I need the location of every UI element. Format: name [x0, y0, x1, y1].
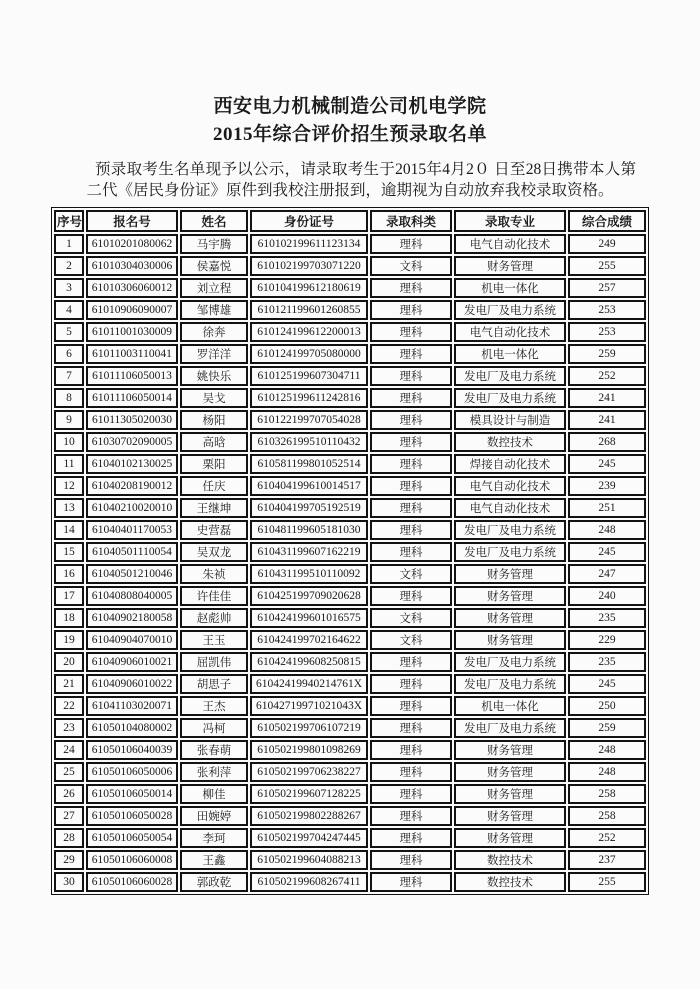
- cell-score: 245: [568, 674, 646, 694]
- cell-name: 栗阳: [180, 454, 248, 474]
- cell-score: 268: [568, 432, 646, 452]
- cell-reg-no: 61040906010021: [86, 652, 178, 672]
- cell-major: 财务管理: [454, 784, 566, 804]
- table-row: [54, 498, 646, 518]
- cell-id: 61042419940214761X: [250, 674, 368, 694]
- cell-score: 253: [568, 300, 646, 320]
- cell-name: 吴双龙: [180, 542, 248, 562]
- cell-id: 610425199709020628: [250, 586, 368, 606]
- cell-name: 许佳佳: [180, 586, 248, 606]
- cell-reg-no: 61050106060028: [86, 872, 178, 892]
- table-row: [54, 278, 646, 298]
- cell-name: 马宇腾: [180, 234, 248, 254]
- cell-major: 发电厂及电力系统: [454, 366, 566, 386]
- table-row: [54, 344, 646, 364]
- cell-reg-no: 61011106050014: [86, 388, 178, 408]
- cell-serial: 7: [54, 366, 84, 386]
- cell-category: 理科: [370, 740, 452, 760]
- cell-serial: 1: [54, 234, 84, 254]
- cell-score: 252: [568, 366, 646, 386]
- cell-category: 理科: [370, 872, 452, 892]
- cell-serial: 13: [54, 498, 84, 518]
- column-header: 录取专业: [454, 210, 566, 232]
- cell-reg-no: 61040210020010: [86, 498, 178, 518]
- cell-serial: 22: [54, 696, 84, 716]
- cell-name: 刘立程: [180, 278, 248, 298]
- cell-score: 248: [568, 762, 646, 782]
- cell-major: 财务管理: [454, 586, 566, 606]
- cell-id: 61042719971021043X: [250, 696, 368, 716]
- column-header: 身份证号: [250, 210, 368, 232]
- cell-id: 610124199705080000: [250, 344, 368, 364]
- cell-name: 姚快乐: [180, 366, 248, 386]
- cell-name: 柳佳: [180, 784, 248, 804]
- cell-major: 发电厂及电力系统: [454, 520, 566, 540]
- cell-reg-no: 61040906010022: [86, 674, 178, 694]
- cell-score: 239: [568, 476, 646, 496]
- cell-name: 胡思子: [180, 674, 248, 694]
- table-row: [54, 850, 646, 870]
- cell-category: 理科: [370, 586, 452, 606]
- cell-id: 610104199612180619: [250, 278, 368, 298]
- cell-major: 电气自动化技术: [454, 476, 566, 496]
- table-row: [54, 432, 646, 452]
- cell-category: 理科: [370, 828, 452, 848]
- cell-serial: 21: [54, 674, 84, 694]
- cell-reg-no: 61050106050028: [86, 806, 178, 826]
- title-line-1: 西安电力机械制造公司机电学院: [213, 96, 487, 117]
- cell-id: 610404199610014517: [250, 476, 368, 496]
- cell-id: 610581199801052514: [250, 454, 368, 474]
- cell-category: 理科: [370, 696, 452, 716]
- cell-reg-no: 61041103020071: [86, 696, 178, 716]
- cell-serial: 16: [54, 564, 84, 584]
- cell-reg-no: 61011305020030: [86, 410, 178, 430]
- cell-major: 数控技术: [454, 850, 566, 870]
- cell-score: 237: [568, 850, 646, 870]
- table-body: [54, 234, 646, 892]
- cell-reg-no: 61040501110054: [86, 542, 178, 562]
- cell-score: 240: [568, 586, 646, 606]
- cell-category: 理科: [370, 762, 452, 782]
- cell-serial: 20: [54, 652, 84, 672]
- cell-score: 259: [568, 344, 646, 364]
- cell-category: 理科: [370, 806, 452, 826]
- cell-score: 245: [568, 542, 646, 562]
- cell-reg-no: 61050106040039: [86, 740, 178, 760]
- cell-name: 王鑫: [180, 850, 248, 870]
- cell-id: 610502199801098269: [250, 740, 368, 760]
- table-row: [54, 630, 646, 650]
- cell-name: 李珂: [180, 828, 248, 848]
- cell-name: 吴戈: [180, 388, 248, 408]
- cell-reg-no: 61011106050013: [86, 366, 178, 386]
- cell-serial: 3: [54, 278, 84, 298]
- cell-id: 610121199601260855: [250, 300, 368, 320]
- cell-serial: 6: [54, 344, 84, 364]
- cell-score: 253: [568, 322, 646, 342]
- cell-category: 理科: [370, 388, 452, 408]
- cell-major: 发电厂及电力系统: [454, 718, 566, 738]
- cell-category: 文科: [370, 608, 452, 628]
- cell-category: 理科: [370, 498, 452, 518]
- cell-reg-no: 61040102130025: [86, 454, 178, 474]
- table-row: [54, 322, 646, 342]
- cell-major: 模具设计与制造: [454, 410, 566, 430]
- cell-serial: 19: [54, 630, 84, 650]
- cell-serial: 11: [54, 454, 84, 474]
- cell-major: 电气自动化技术: [454, 498, 566, 518]
- cell-major: 发电厂及电力系统: [454, 652, 566, 672]
- cell-major: 发电厂及电力系统: [454, 674, 566, 694]
- cell-major: 财务管理: [454, 256, 566, 276]
- cell-id: 610431199607162219: [250, 542, 368, 562]
- cell-id: 610424199608250815: [250, 652, 368, 672]
- cell-id: 610125199607304711: [250, 366, 368, 386]
- cell-id: 610404199705192519: [250, 498, 368, 518]
- table-row: [54, 718, 646, 738]
- cell-serial: 9: [54, 410, 84, 430]
- cell-serial: 2: [54, 256, 84, 276]
- cell-name: 罗洋洋: [180, 344, 248, 364]
- table-row: [54, 608, 646, 628]
- cell-name: 任庆: [180, 476, 248, 496]
- cell-major: 财务管理: [454, 806, 566, 826]
- table-row: [54, 454, 646, 474]
- cell-major: 财务管理: [454, 630, 566, 650]
- cell-reg-no: 61030702090005: [86, 432, 178, 452]
- table-row: [54, 872, 646, 892]
- cell-reg-no: 61010906090007: [86, 300, 178, 320]
- cell-name: 王杰: [180, 696, 248, 716]
- cell-score: 257: [568, 278, 646, 298]
- cell-id: 610502199604088213: [250, 850, 368, 870]
- cell-id: 610502199802288267: [250, 806, 368, 826]
- cell-serial: 26: [54, 784, 84, 804]
- cell-id: 610102199703071220: [250, 256, 368, 276]
- cell-reg-no: 61040904070010: [86, 630, 178, 650]
- cell-id: 610502199608267411: [250, 872, 368, 892]
- cell-id: 610102199611123134: [250, 234, 368, 254]
- cell-major: 电气自动化技术: [454, 234, 566, 254]
- cell-serial: 23: [54, 718, 84, 738]
- cell-score: 252: [568, 828, 646, 848]
- cell-score: 235: [568, 652, 646, 672]
- column-header: 序号: [54, 210, 84, 232]
- cell-name: 史营磊: [180, 520, 248, 540]
- table-row: [54, 762, 646, 782]
- admission-table: [51, 207, 649, 895]
- table-row: [54, 652, 646, 672]
- cell-reg-no: 61011001030009: [86, 322, 178, 342]
- cell-id: 610122199707054028: [250, 410, 368, 430]
- cell-major: 数控技术: [454, 432, 566, 452]
- cell-id: 610431199510110092: [250, 564, 368, 584]
- cell-serial: 25: [54, 762, 84, 782]
- cell-score: 255: [568, 256, 646, 276]
- cell-major: 财务管理: [454, 564, 566, 584]
- cell-score: 241: [568, 388, 646, 408]
- cell-major: 发电厂及电力系统: [454, 388, 566, 408]
- table-row: [54, 542, 646, 562]
- cell-score: 258: [568, 806, 646, 826]
- cell-reg-no: 61010201080062: [86, 234, 178, 254]
- page-title: [0, 93, 700, 149]
- cell-name: 张利萍: [180, 762, 248, 782]
- cell-id: 610125199611242816: [250, 388, 368, 408]
- cell-serial: 12: [54, 476, 84, 496]
- cell-serial: 18: [54, 608, 84, 628]
- cell-reg-no: 61050106050006: [86, 762, 178, 782]
- cell-category: 理科: [370, 850, 452, 870]
- cell-major: 财务管理: [454, 740, 566, 760]
- header-row: [54, 210, 646, 232]
- cell-score: 258: [568, 784, 646, 804]
- cell-name: 冯柯: [180, 718, 248, 738]
- cell-major: 机电一体化: [454, 696, 566, 716]
- cell-reg-no: 61011003110041: [86, 344, 178, 364]
- cell-major: 财务管理: [454, 762, 566, 782]
- cell-category: 理科: [370, 520, 452, 540]
- cell-major: 数控技术: [454, 872, 566, 892]
- cell-score: 235: [568, 608, 646, 628]
- column-header: 报名号: [86, 210, 178, 232]
- cell-category: 理科: [370, 432, 452, 452]
- cell-name: 杨阳: [180, 410, 248, 430]
- cell-id: 610502199607128225: [250, 784, 368, 804]
- notice-paragraph: 预录取考生名单现予以公示，请录取考生于2015年4月2０ 日至28日携带本人第二代《居民身份证》原件到我校注册报到，逾期视为自动放弃我校录取资格。: [86, 161, 636, 199]
- cell-serial: 27: [54, 806, 84, 826]
- cell-major: 财务管理: [454, 828, 566, 848]
- cell-serial: 24: [54, 740, 84, 760]
- cell-serial: 10: [54, 432, 84, 452]
- cell-score: 259: [568, 718, 646, 738]
- cell-category: 理科: [370, 322, 452, 342]
- cell-name: 屈凯伟: [180, 652, 248, 672]
- table-row: [54, 366, 646, 386]
- table-row: [54, 476, 646, 496]
- column-header: 综合成绩: [568, 210, 646, 232]
- table-row: [54, 520, 646, 540]
- cell-category: 理科: [370, 674, 452, 694]
- cell-name: 赵彪帅: [180, 608, 248, 628]
- cell-reg-no: 61050106060008: [86, 850, 178, 870]
- cell-category: 理科: [370, 476, 452, 496]
- table-row: [54, 256, 646, 276]
- cell-name: 高晗: [180, 432, 248, 452]
- cell-name: 田婉婷: [180, 806, 248, 826]
- table-row: [54, 784, 646, 804]
- cell-name: 王玉: [180, 630, 248, 650]
- cell-id: 610502199704247445: [250, 828, 368, 848]
- cell-category: 理科: [370, 234, 452, 254]
- cell-category: 文科: [370, 256, 452, 276]
- column-header: 录取科类: [370, 210, 452, 232]
- cell-category: 理科: [370, 718, 452, 738]
- table-row: [54, 564, 646, 584]
- cell-name: 侯嘉悦: [180, 256, 248, 276]
- cell-reg-no: 61040208190012: [86, 476, 178, 496]
- cell-score: 241: [568, 410, 646, 430]
- cell-name: 徐奔: [180, 322, 248, 342]
- cell-reg-no: 61050104080002: [86, 718, 178, 738]
- cell-reg-no: 61040902180058: [86, 608, 178, 628]
- cell-score: 255: [568, 872, 646, 892]
- cell-id: 610502199706238227: [250, 762, 368, 782]
- cell-category: 理科: [370, 542, 452, 562]
- cell-serial: 4: [54, 300, 84, 320]
- cell-category: 理科: [370, 410, 452, 430]
- cell-score: 250: [568, 696, 646, 716]
- cell-reg-no: 61040808040005: [86, 586, 178, 606]
- cell-name: 邹博雄: [180, 300, 248, 320]
- cell-major: 机电一体化: [454, 344, 566, 364]
- cell-category: 理科: [370, 454, 452, 474]
- cell-major: 发电厂及电力系统: [454, 300, 566, 320]
- cell-score: 245: [568, 454, 646, 474]
- cell-id: 610326199510110432: [250, 432, 368, 452]
- cell-category: 理科: [370, 344, 452, 364]
- cell-id: 610424199702164622: [250, 630, 368, 650]
- cell-major: 电气自动化技术: [454, 322, 566, 342]
- cell-score: 248: [568, 520, 646, 540]
- table-row: [54, 388, 646, 408]
- cell-reg-no: 61010306060012: [86, 278, 178, 298]
- cell-serial: 14: [54, 520, 84, 540]
- table-row: [54, 586, 646, 606]
- table-row: [54, 300, 646, 320]
- cell-category: 理科: [370, 652, 452, 672]
- cell-id: 610124199612200013: [250, 322, 368, 342]
- cell-reg-no: 61010304030006: [86, 256, 178, 276]
- cell-name: 郭政乾: [180, 872, 248, 892]
- cell-score: 249: [568, 234, 646, 254]
- cell-serial: 17: [54, 586, 84, 606]
- cell-id: 610424199601016575: [250, 608, 368, 628]
- table-row: [54, 806, 646, 826]
- cell-name: 张春萌: [180, 740, 248, 760]
- cell-category: 理科: [370, 300, 452, 320]
- table-header: [54, 210, 646, 232]
- cell-major: 焊接自动化技术: [454, 454, 566, 474]
- cell-serial: 29: [54, 850, 84, 870]
- cell-name: 朱祯: [180, 564, 248, 584]
- cell-id: 610481199605181030: [250, 520, 368, 540]
- table-row: [54, 828, 646, 848]
- cell-score: 247: [568, 564, 646, 584]
- cell-category: 文科: [370, 630, 452, 650]
- cell-id: 610502199706107219: [250, 718, 368, 738]
- cell-reg-no: 61050106050014: [86, 784, 178, 804]
- cell-category: 理科: [370, 278, 452, 298]
- cell-reg-no: 61050106050054: [86, 828, 178, 848]
- table-row: [54, 696, 646, 716]
- cell-serial: 5: [54, 322, 84, 342]
- cell-serial: 30: [54, 872, 84, 892]
- cell-name: 王继坤: [180, 498, 248, 518]
- cell-reg-no: 61040501210046: [86, 564, 178, 584]
- cell-category: 文科: [370, 564, 452, 584]
- table-row: [54, 674, 646, 694]
- cell-score: 229: [568, 630, 646, 650]
- title-line-2: 2015年综合评价招生预录取名单: [212, 124, 487, 145]
- cell-score: 251: [568, 498, 646, 518]
- table-row: [54, 740, 646, 760]
- cell-major: 机电一体化: [454, 278, 566, 298]
- cell-category: 理科: [370, 366, 452, 386]
- cell-score: 248: [568, 740, 646, 760]
- cell-serial: 8: [54, 388, 84, 408]
- column-header: 姓名: [180, 210, 248, 232]
- table-row: [54, 410, 646, 430]
- table-row: [54, 234, 646, 254]
- cell-serial: 15: [54, 542, 84, 562]
- cell-major: 发电厂及电力系统: [454, 542, 566, 562]
- cell-category: 理科: [370, 784, 452, 804]
- cell-major: 财务管理: [454, 608, 566, 628]
- cell-reg-no: 61040401170053: [86, 520, 178, 540]
- cell-serial: 28: [54, 828, 84, 848]
